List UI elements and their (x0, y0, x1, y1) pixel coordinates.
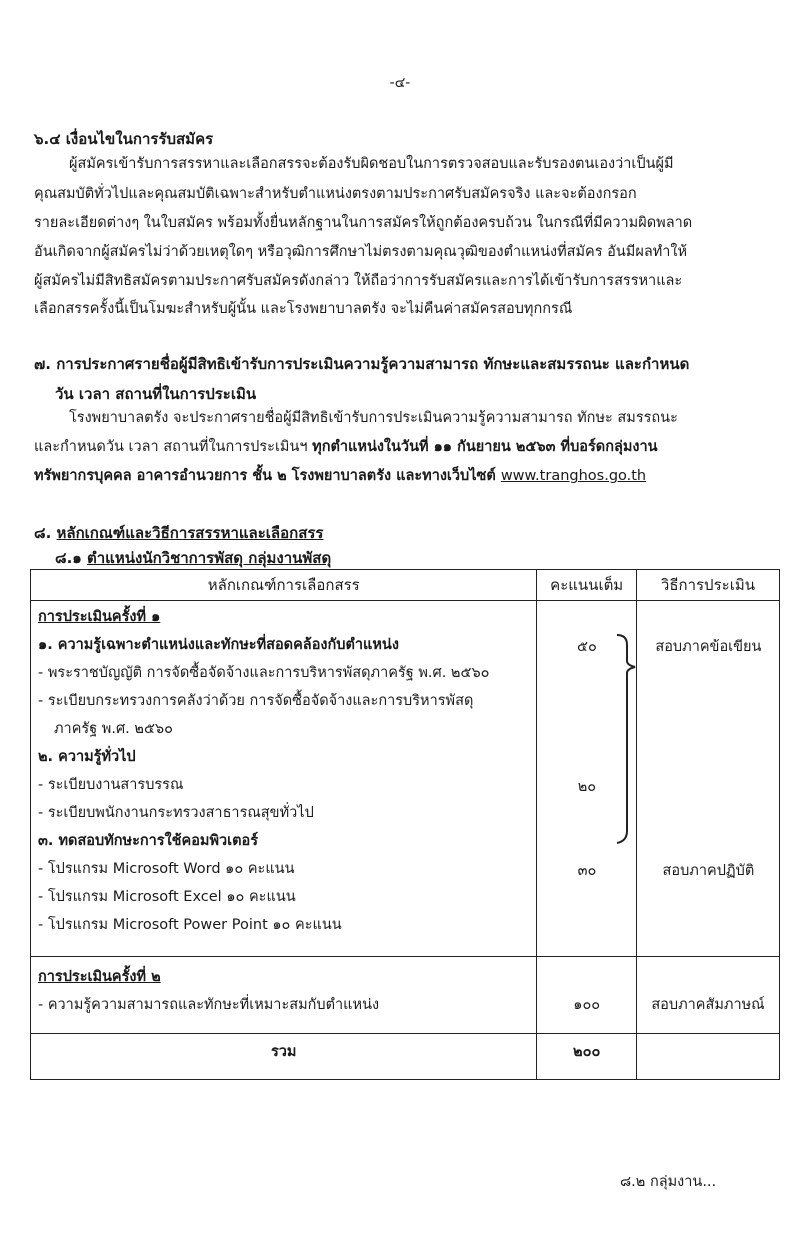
item-3-sub-1: - โปรแกรม Microsoft Word ๑๐ คะแนน (38, 861, 295, 877)
section-6-4-line-1: ผู้สมัครเข้ารับการสรรหาและเลือกสรรจะต้องรับผิดชอบในการตรวจสอบและรับรองตนเองว่าเป็นผู้มี (69, 156, 674, 172)
part-2-method-cell (636, 957, 779, 1034)
part-2-criteria (31, 957, 537, 1034)
part-2-title: การประเมินครั้งที่ ๒ (38, 969, 161, 985)
announcement-date: ทุกตำแหน่งในวันที่ ๑๑ กันยายน ๒๕๖๓ ที่บอร์ดกลุ่มงาน (312, 439, 658, 455)
section-6-4-line-4: อันเกิดจากผู้สมัครไม่ว่าด้วยเหตุใดๆ หรือวุฒิการศึกษาไม่ตรงตามคุณวุฒิของตำแหน่งที่สมัคร อันมีผลทำให้ (34, 244, 688, 260)
table-row-part-1 (31, 601, 780, 957)
total-method (636, 1034, 779, 1080)
section-7-heading-line-1: ๗. การประกาศรายชื่อผู้มีสิทธิเข้ารับการประเมินความรู้ความสามารถ ทักษะและสมรรถนะ และกำหนด (34, 355, 690, 373)
header-full-score: คะแนนเต็ม (537, 570, 636, 601)
part-1-methods (636, 601, 779, 957)
section-8-title: หลักเกณฑ์และวิธีการสรรหาและเลือกสรร (56, 524, 324, 542)
section-7-line-3 (34, 462, 646, 491)
part-1-title: การประเมินครั้งที่ ๑ (38, 609, 161, 625)
table-row-part-2 (31, 957, 780, 1034)
continuation-note: ๘.๒ กลุ่มงาน... (620, 1174, 717, 1190)
header-method: วิธีการประเมิน (636, 570, 779, 601)
item-3-score: ๓๐ (577, 863, 597, 879)
header-criteria: หลักเกณฑ์การเลือกสรร (31, 570, 537, 601)
item-2-score: ๒๐ (577, 779, 597, 795)
table-header-row (31, 570, 780, 601)
total-label: รวม (31, 1034, 537, 1080)
section-7-line-1: โรงพยาบาลตรัง จะประกาศรายชื่อผู้มีสิทธิเข้ารับการประเมินความรู้ความสามารถ ทักษะ สมรรถนะ (69, 410, 678, 426)
item-1-title: ๑. ความรู้เฉพาะตำแหน่งและทักษะที่สอดคล้องกับตำแหน่ง (38, 637, 399, 653)
interview-method: สอบภาคสัมภาษณ์ (651, 997, 765, 1013)
section-8-heading (34, 521, 323, 545)
part-2-score-cell (537, 957, 636, 1034)
item-2-sub-2: - ระเบียบพนักงานกระทรวงสาธารณสุขทั่วไป (38, 805, 314, 821)
section-8-1-title: ตำแหน่งนักวิชาการพัสดุ กลุ่มงานพัสดุ (87, 549, 332, 567)
item-1-sub-2: - ระเบียบกระทรวงการคลังว่าด้วย การจัดซื้อจัดจ้างและการบริหารพัสดุ (38, 693, 474, 709)
item-1-score: ๕๐ (577, 639, 597, 655)
item-1-sub-1: - พระราชบัญญัติ การจัดซื้อจัดจ้างและการบริหารพัสดุภาครัฐ พ.ศ. ๒๕๖๐ (38, 665, 490, 681)
item-1-sub-2-cont: ภาครัฐ พ.ศ. ๒๕๖๐ (54, 721, 173, 737)
section-8-number: ๘. (34, 524, 57, 542)
table-row-total (31, 1034, 780, 1080)
practical-exam-method: สอบภาคปฏิบัติ (662, 863, 755, 879)
section-6-4-line-6: เลือกสรรครั้งนี้เป็นโมฆะสำหรับผู้นั้น และโรงพยาบาลตรัง จะไม่คืนค่าสมัครสอบทุกกรณี (34, 301, 573, 317)
written-exam-method: สอบภาคข้อเขียน (655, 639, 762, 655)
curly-brace-icon (615, 631, 637, 846)
section-7-heading-line-2: วัน เวลา สถานที่ในการประเมิน (55, 385, 257, 403)
part-2-score: ๑๐๐ (573, 997, 601, 1013)
page-number: -๔- (389, 75, 411, 91)
section-8-1-heading (55, 546, 331, 570)
selection-criteria-table (30, 569, 780, 1080)
item-3-sub-2: - โปรแกรม Microsoft Excel ๑๐ คะแนน (38, 889, 296, 905)
part-1-criteria (31, 601, 537, 957)
part-1-scores (537, 601, 636, 957)
announcement-location: ทรัพยากรบุคคล อาคารอำนวยการ ชั้น ๒ โรงพยาบาลตรัง และทางเว็บไซต์ (34, 468, 501, 484)
item-2-title: ๒. ความรู้ทั่วไป (38, 749, 136, 765)
item-2-sub-1: - ระเบียบงานสารบรรณ (38, 777, 184, 793)
website-link[interactable]: www.tranghos.go.th (500, 468, 647, 484)
section-6-4-line-2: คุณสมบัติทั่วไปและคุณสมบัติเฉพาะสำหรับตำแหน่งตรงตามประกาศรับสมัครจริง และจะต้องกรอก (34, 186, 637, 202)
item-3-title: ๓. ทดสอบทักษะการใช้คอมพิวเตอร์ (38, 833, 259, 849)
section-6-4-line-3: รายละเอียดต่างๆ ในใบสมัคร พร้อมทั้งยื่นหลักฐานในการสมัครให้ถูกต้องครบถ้วน ในกรณีที่มีความผิดพลาด (34, 215, 693, 231)
total-score: ๒๐๐ (537, 1034, 636, 1080)
item-3-sub-3: - โปรแกรม Microsoft Power Point ๑๐ คะแนน (38, 917, 342, 933)
section-6-4-line-5: ผู้สมัครไม่มีสิทธิสมัครตามประกาศรับสมัครดังกล่าว ให้ถือว่าการรับสมัครและการได้เข้ารับการสรรหาและ (34, 273, 683, 289)
section-8-1-number: ๘.๑ (55, 549, 88, 567)
part-2-item-1: - ความรู้ความสามารถและทักษะที่เหมาะสมกับตำแหน่ง (38, 997, 380, 1013)
section-6-4-heading: ๖.๔ เงื่อนไขในการรับสมัคร (34, 130, 214, 148)
section-7-line-2 (34, 433, 658, 462)
section-7-line-2-text: และกำหนดวัน เวลา สถานที่ในการประเมินฯ (34, 439, 313, 455)
